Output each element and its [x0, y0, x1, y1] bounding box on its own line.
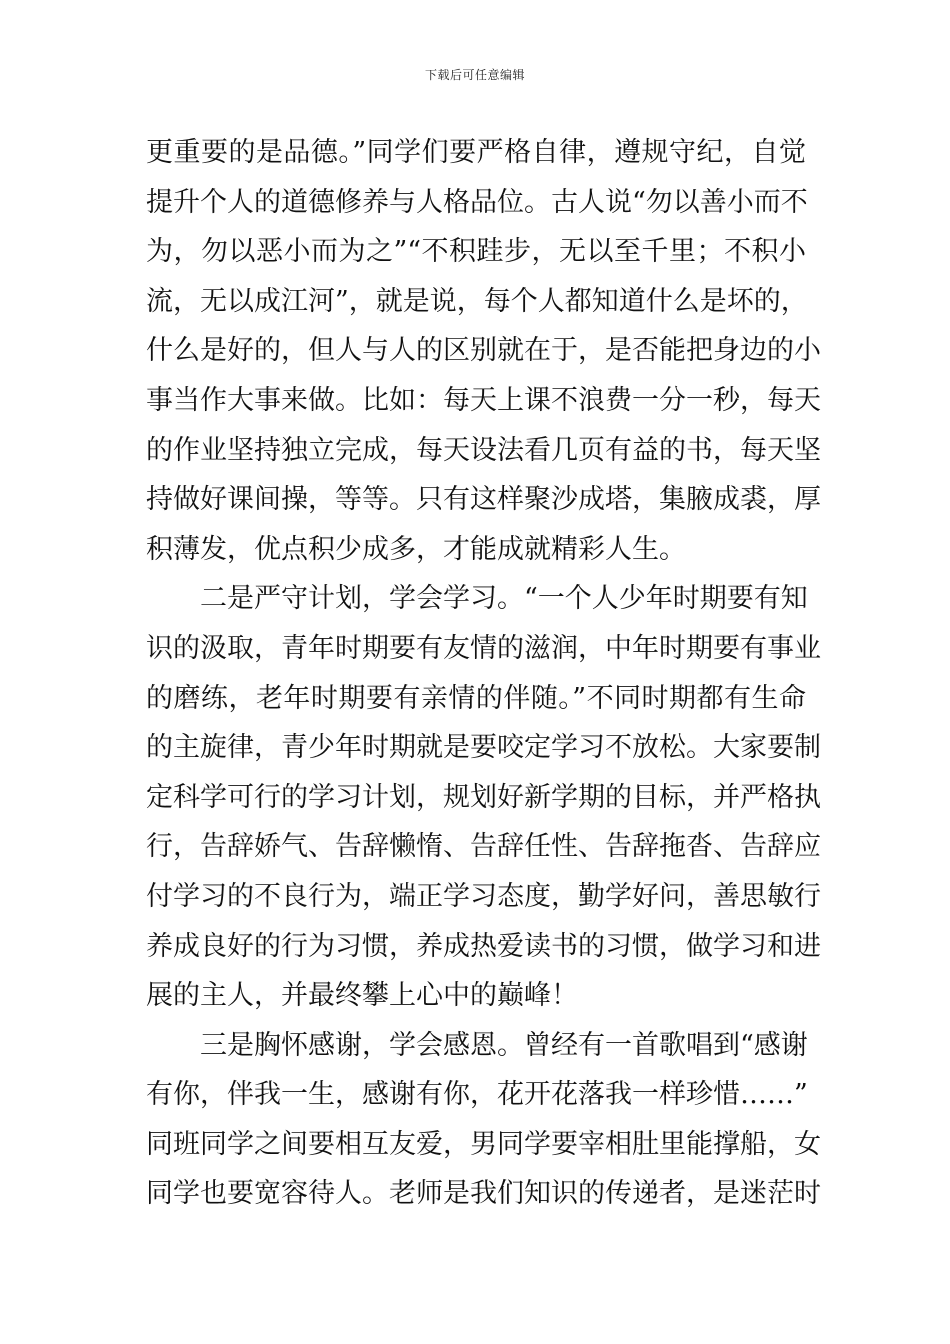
text-line-16: 付学习的不良行为，端正学习态度，勤学好问，善思敏行 — [146, 880, 821, 912]
text-line-19: 三是胸怀感谢，学会感恩。曾经有一首歌唱到“感谢 — [200, 1029, 808, 1061]
text-line-6: 事当作大事来做。比如：每天上课不浪费一分一秒，每天 — [146, 384, 821, 416]
text-line-17: 养成良好的行为习惯，养成热爱读书的习惯，做学习和进 — [146, 930, 821, 962]
text-line-9: 积薄发，优点积少成多，才能成就精彩人生。 — [146, 533, 686, 565]
text-line-22: 同学也要宽容待人。老师是我们知识的传递者，是迷茫时 — [146, 1178, 821, 1210]
text-line-5: 什么是好的，但人与人的区别就在于，是否能把身边的小 — [146, 335, 821, 367]
text-line-20: 有你，伴我一生，感谢有你，花开花落我一样珍惜……” — [146, 1079, 808, 1111]
text-line-11: 识的汲取，青年时期要有友情的滋润，中年时期要有事业 — [146, 632, 821, 664]
text-line-8: 持做好课间操，等等。只有这样聚沙成塔，集腋成裘，厚 — [146, 484, 821, 516]
text-line-7: 的作业坚持独立完成，每天设法看几页有益的书，每天坚 — [146, 434, 821, 466]
header-note: 下载后可任意编辑 — [424, 68, 525, 82]
text-line-2: 提升个人的道德修养与人格品位。古人说“勿以善小而不 — [146, 186, 808, 218]
body-text — [146, 128, 821, 1219]
text-line-3: 为，勿以恶小而为之”“不积跬步，无以至千里；不积小 — [146, 236, 806, 268]
text-line-10: 二是严守计划，学会学习。“一个人少年时期要有知 — [200, 583, 808, 615]
text-line-1: 更重要的是品德。”同学们要严格自律，遵规守纪，自觉 — [146, 137, 806, 168]
text-line-12: 的磨练，老年时期要有亲情的伴随。”不同时期都有生命 — [146, 682, 806, 714]
text-line-15: 行，告辞娇气、告辞懒惰、告辞任性、告辞拖沓、告辞应 — [146, 831, 821, 863]
text-line-14: 定科学可行的学习计划，规划好新学期的目标，并严格执 — [146, 781, 821, 813]
text-line-18: 展的主人，并最终攀上心中的巅峰！ — [146, 980, 578, 1012]
text-line-13: 的主旋律，青少年时期就是要咬定学习不放松。大家要制 — [146, 732, 821, 764]
text-line-21: 同班同学之间要相互友爱，男同学要宰相肚里能撑船，女 — [146, 1128, 821, 1160]
text-line-4: 流，无以成江河”，就是说，每个人都知道什么是坏的， — [146, 285, 808, 317]
